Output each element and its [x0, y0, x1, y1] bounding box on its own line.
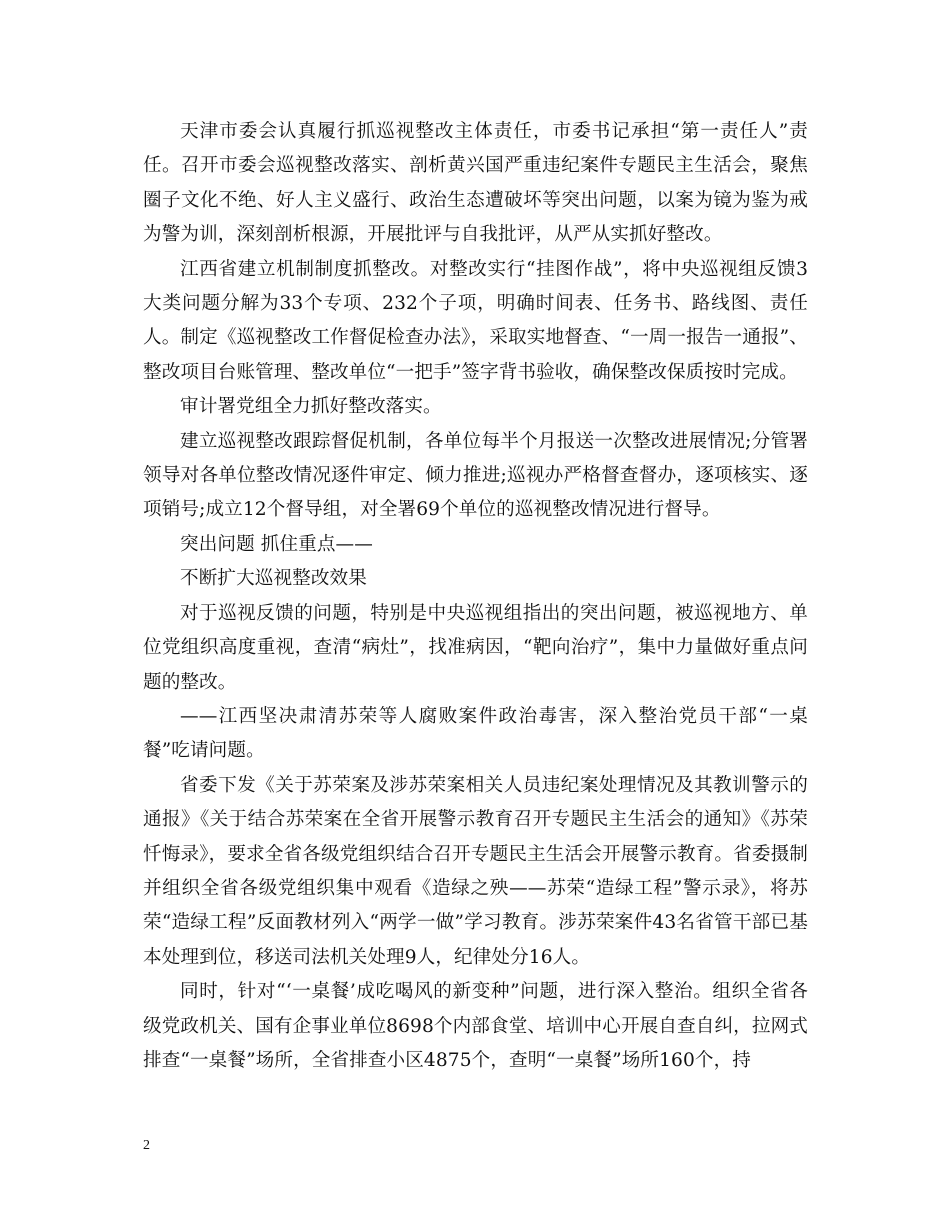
body-text	[143, 115, 808, 1078]
section-heading-line-1: 突出问题 抓住重点——	[180, 533, 373, 555]
paragraph: 对于巡视反馈的问题，特别是中央巡视组指出的突出问题，被巡视地方、单位党组织高度重视，查清“病灶”，找准病因，“靶向治疗”，集中力量做好重点问题的整改。	[143, 602, 808, 693]
paragraph: 天津市委会认真履行抓巡视整改主体责任，市委书记承担“第一责任人”责任。召开市委会巡视整改落实、剖析黄兴国严重违纪案件专题民主生活会，聚焦圈子文化不绝、好人主义盛行、政治生态遭破坏等突出问题，以案为镜为鉴为戒为警为训，深刻剖析根源，开展批评与自我批评，从严从实抓好整改。	[143, 121, 808, 246]
paragraph: 江西省建立机制制度抓整改。对整改实行“挂图作战”，将中央巡视组反馈3大类问题分解为33个专项、232个子项，明确时间表、任务书、路线图、责任人。制定《巡视整改工作督促检查办法》，采取实地督查、“一周一报告一通报”、整改项目台账管理、整改单位“一把手”签字背书验收，确保整改保质按时完成。	[143, 258, 808, 383]
page-number: 2	[143, 1138, 150, 1153]
section-heading-line-2: 不断扩大巡视整改效果	[180, 568, 367, 590]
paragraph: 建立巡视整改跟踪督促机制，各单位每半个月报送一次整改进展情况;分管署领导对各单位整改情况逐件审定、倾力推进;巡视办严格督查督办，逐项核实、逐项销号;成立12个督导组，对全署69个单位的巡视整改情况进行督导。	[143, 430, 808, 521]
paragraph: ——江西坚决肃清苏荣等人腐败案件政治毒害，深入整治党员干部“一桌餐”吃请问题。	[143, 705, 808, 762]
paragraph: 省委下发《关于苏荣案及涉苏荣案相关人员违纪案处理情况及其教训警示的通报》《关于结合苏荣案在全省开展警示教育召开专题民主生活会的通知》《苏荣忏悔录》，要求全省各级党组织结合召开专题民主生活会开展警示教育。省委摄制并组织全省各级党组织集中观看《造绿之殃——苏荣“造绿工程”警示录》，将苏荣“造绿工程”反面教材列入“两学一做”学习教育。涉苏荣案件43名省管干部已基本处理到位，移送司法机关处理9人，纪律处分16人。	[143, 774, 808, 968]
paragraph: 审计署党组全力抓好整改落实。	[180, 396, 442, 418]
paragraph: 同时，针对“‘一桌餐’成吃喝风的新变种”问题，进行深入整治。组织全省各级党政机关、国有企事业单位8698个内部食堂、培训中心开展自查自纠，拉网式排查“一桌餐”场所，全省排查小区4875个，查明“一桌餐”场所160个，持	[143, 981, 808, 1071]
